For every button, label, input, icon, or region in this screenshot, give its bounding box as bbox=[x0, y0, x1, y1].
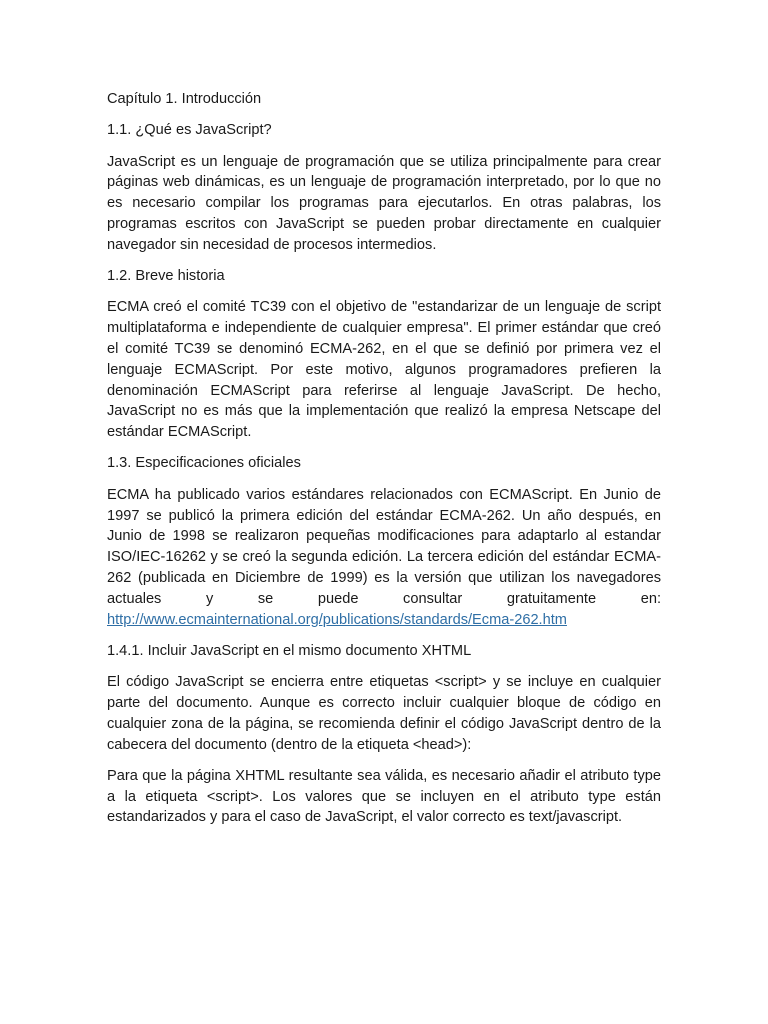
section-heading-1-3: 1.3. Especificaciones oficiales bbox=[107, 455, 301, 472]
section-1-1-paragraph: JavaScript es un lenguaje de programación que se utiliza principalmente para crear páginas web dinámicas, es un lenguaje de programación interpretado, por lo que no es necesario compilar los programas para ejecutarlos. En otras palabras, los programas escritos con JavaScript se pueden probar directamente en cualquier navegador sin necesidad de procesos intermedios. bbox=[107, 153, 661, 253]
chapter-title: Capítulo 1. Introducción bbox=[107, 91, 262, 107]
section-heading-1-4-1: 1.4.1. Incluir JavaScript en el mismo documento XHTML bbox=[107, 642, 472, 659]
section-1-4-1-paragraph-2: Para que la página XHTML resultante sea válida, es necesario añadir el atributo type a la etiqueta <script>. Los valores que se incluyen en el atributo type están estandarizados y para el caso de JavaScript, el valor correcto es text/javascript. bbox=[107, 767, 661, 826]
ecma-262-link[interactable]: http://www.ecmainternational.org/publications/standards/Ecma-262.htm bbox=[107, 611, 567, 628]
section-1-3-paragraph-text: ECMA ha publicado varios estándares relacionados con ECMAScript. En Junio de 1997 se publicó la primera edición del estándar ECMA-262. Un año después, en Junio de 1998 se realizaron pequeñas modificaciones para adaptarlo al estandar ISO/IEC-16262 y se creó la segunda edición. La tercera edición del estándar ECMA-262 (publicada en Diciembre de 1999) es la versión que utilizan los navegadores actuales y se puede consultar gratuitamente en: bbox=[107, 486, 661, 607]
section-1-3-paragraph bbox=[107, 485, 661, 631]
section-heading-1-1: 1.1. ¿Qué es JavaScript? bbox=[107, 122, 272, 139]
document-page bbox=[107, 89, 661, 839]
section-1-2-paragraph: ECMA creó el comité TC39 con el objetivo de "estandarizar de un lenguaje de script multiplataforma e independiente de cualquier empresa". El primer estándar que creó el comité TC39 se denominó ECMA-262, en el que se definió por primera vez el lenguaje ECMAScript. Por este motivo, algunos programadores prefieren la denominación ECMAScript para referirse al lenguaje JavaScript. De hecho, JavaScript no es más que la implementación que realizó la empresa Netscape del estándar ECMAScript. bbox=[107, 299, 661, 441]
section-1-4-1-paragraph-1: El código JavaScript se encierra entre etiquetas <script> y se incluye en cualquier parte del documento. Aunque es correcto incluir cualquier bloque de código en cualquier zona de la página, se recomienda definir el código JavaScript dentro de la cabecera del documento (dentro de la etiqueta <head>): bbox=[107, 674, 661, 753]
section-heading-1-2: 1.2. Breve historia bbox=[107, 268, 225, 285]
